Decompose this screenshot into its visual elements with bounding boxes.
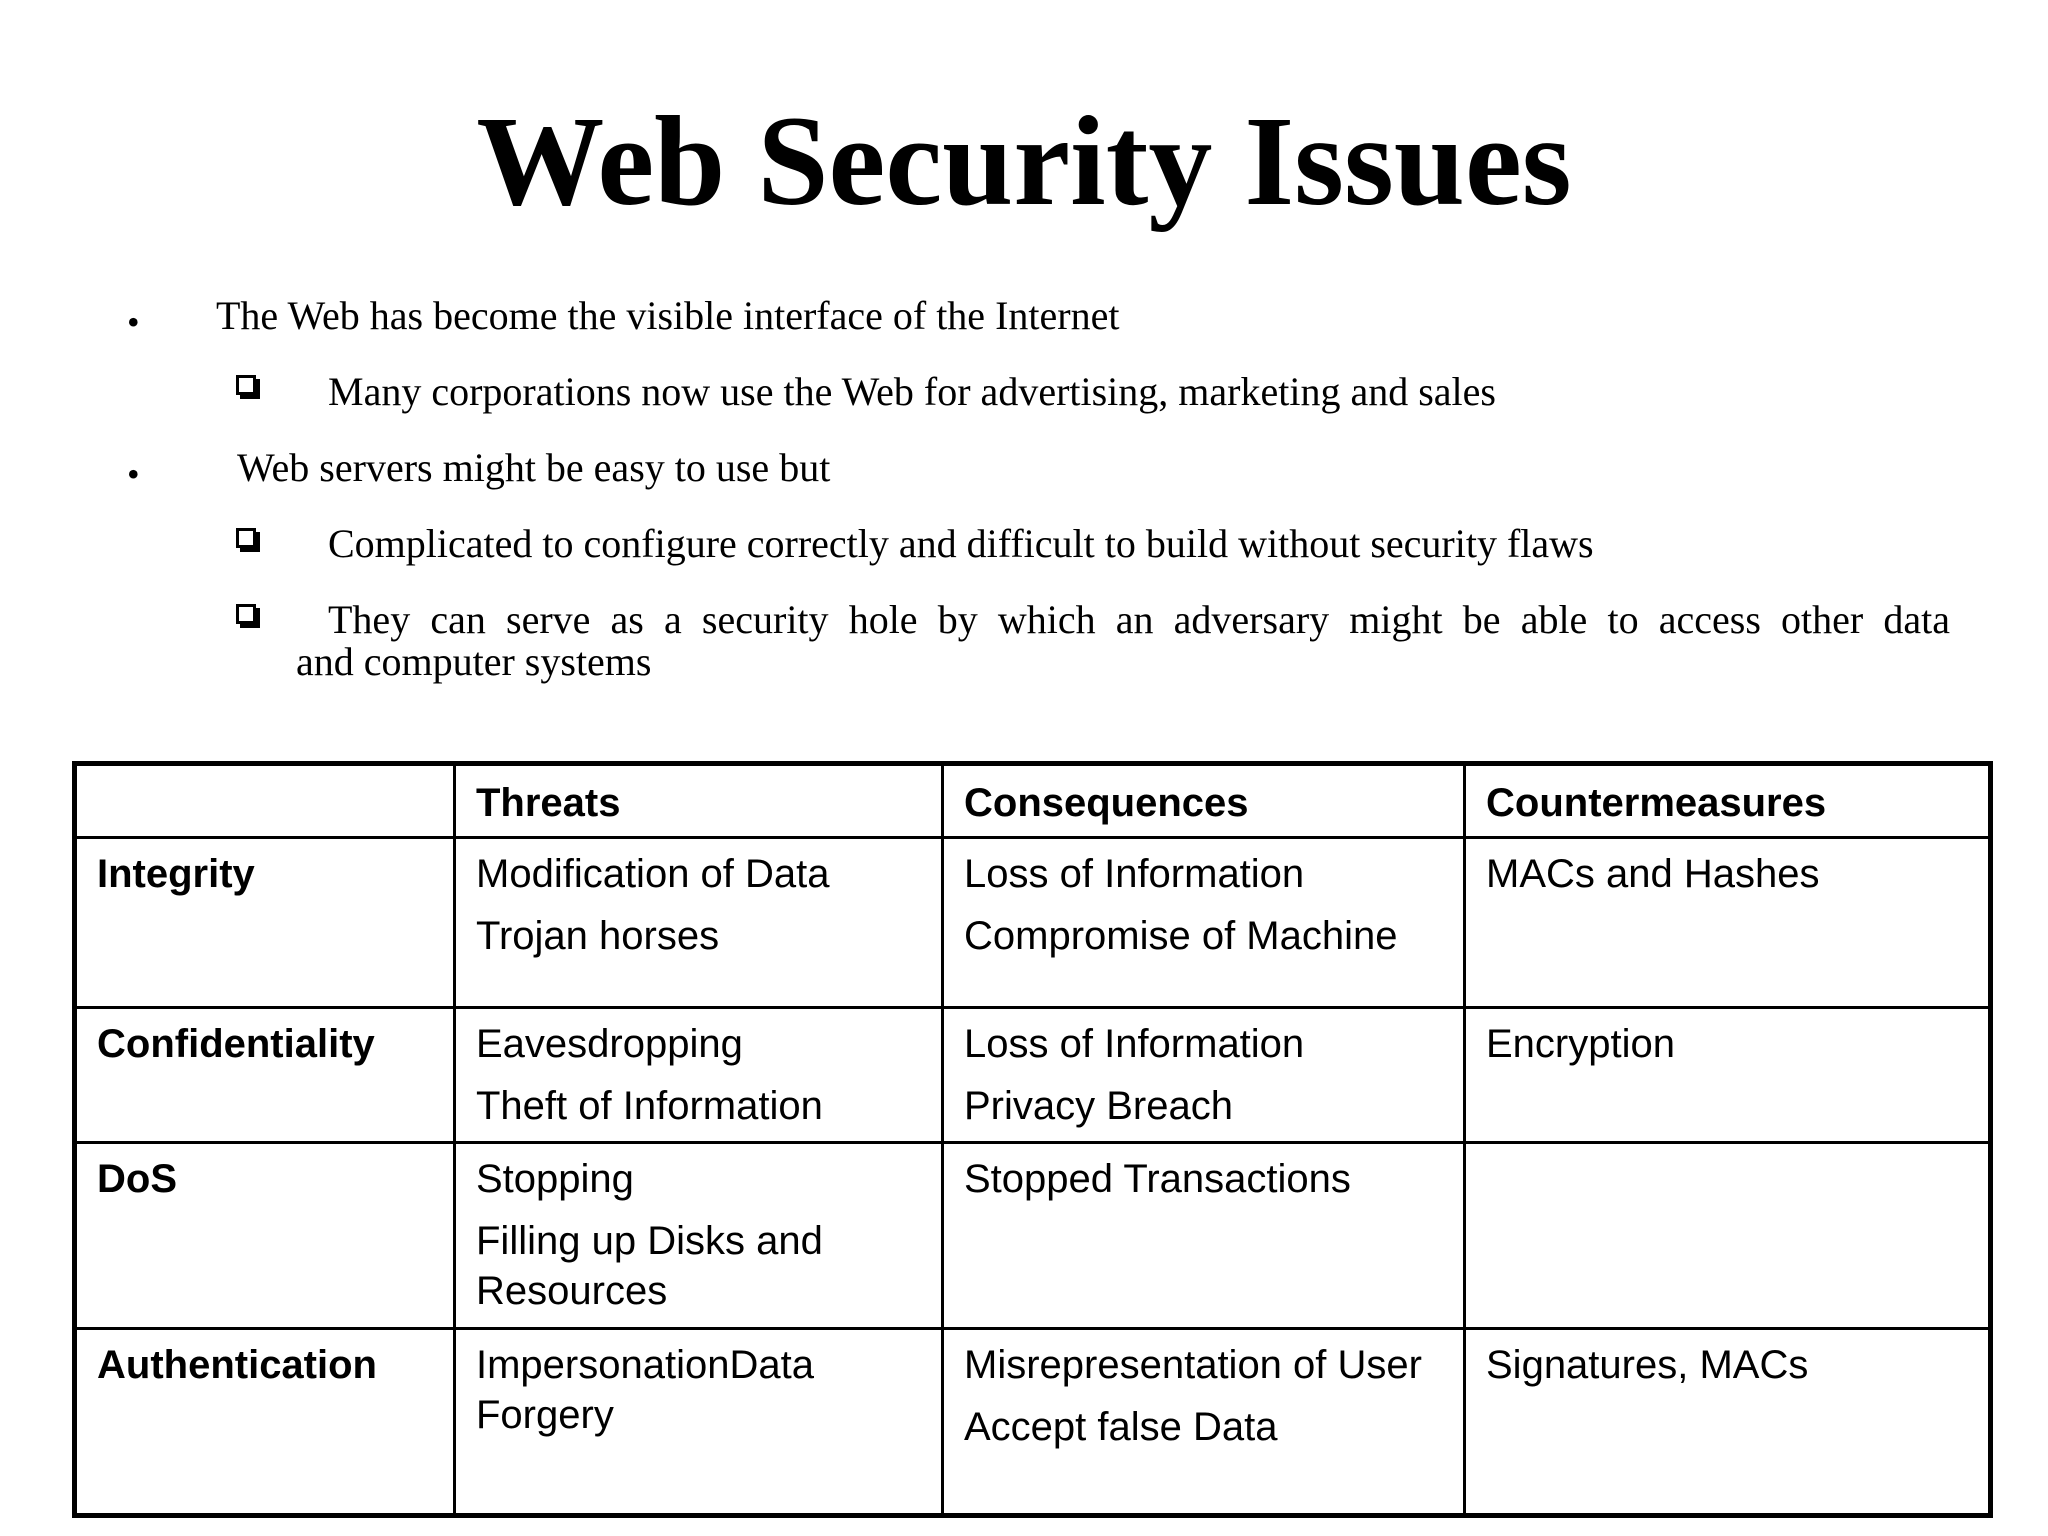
- cell-text: Stopped Transactions: [964, 1157, 1351, 1201]
- cell-text: Accept false Data: [964, 1405, 1278, 1449]
- threats-cell: [455, 1008, 943, 1143]
- cell-text: Loss of Information: [964, 1022, 1305, 1066]
- table-row: [75, 1143, 1991, 1329]
- checkbox-square-icon: [236, 528, 256, 548]
- cell-text: Filling up Disks and Resources: [476, 1219, 823, 1313]
- cell-text: Privacy Breach: [964, 1084, 1233, 1128]
- bullet-text: The Web has become the visible interface of the Internet: [216, 293, 1120, 338]
- table-row: [75, 838, 1991, 1008]
- cell-text: ImpersonationData Forgery: [476, 1343, 814, 1437]
- threats-cell: [455, 838, 943, 1008]
- cell-text: Stopping: [476, 1157, 634, 1201]
- countermeasures-cell: [1465, 1329, 1991, 1516]
- cell-text: MACs and Hashes: [1486, 852, 1820, 896]
- countermeasures-cell: [1465, 838, 1991, 1008]
- cell-text: Modification of Data: [476, 852, 830, 896]
- slide-title: Web Security Issues: [476, 90, 1572, 232]
- table-header-empty: [75, 764, 455, 838]
- threats-cell: [455, 1143, 943, 1329]
- table-header-consequences: Consequences: [943, 764, 1465, 838]
- bullet-dot-icon: •: [127, 302, 140, 342]
- table-row: [75, 1329, 1991, 1516]
- row-label: DoS: [75, 1143, 455, 1329]
- row-label: Authentication: [75, 1329, 455, 1516]
- consequences-cell: [943, 1143, 1465, 1329]
- sub-bullet-text: Complicated to configure correctly and difficult to build without security flaws: [328, 521, 1594, 566]
- consequences-cell: [943, 1329, 1465, 1516]
- bullet-text: Web servers might be easy to use but: [237, 445, 831, 490]
- cell-text: Signatures, MACs: [1486, 1343, 1809, 1387]
- cell-text: Eavesdropping: [476, 1022, 743, 1066]
- table-header-countermeasures: Countermeasures: [1465, 764, 1991, 838]
- row-label: Confidentiality: [75, 1008, 455, 1143]
- sub-bullet-text-continued: and computer systems: [296, 639, 652, 684]
- bullet-dot-icon: •: [127, 454, 140, 494]
- cell-text: Loss of Information: [964, 852, 1305, 896]
- countermeasures-cell-empty: [1465, 1143, 1991, 1329]
- consequences-cell: [943, 1008, 1465, 1143]
- cell-text: Trojan horses: [476, 914, 720, 958]
- security-matrix-table: [72, 761, 1993, 1518]
- cell-text: Misrepresentation of User: [964, 1343, 1422, 1387]
- sub-bullet-text: They can serve as a security hole by which an adversary might be able to access other data: [328, 597, 1950, 642]
- checkbox-square-icon: [236, 604, 256, 624]
- table-row: [75, 1008, 1991, 1143]
- checkbox-square-icon: [236, 375, 256, 395]
- cell-text: Encryption: [1486, 1022, 1675, 1066]
- threats-cell: [455, 1329, 943, 1516]
- countermeasures-cell: [1465, 1008, 1991, 1143]
- row-label: Integrity: [75, 838, 455, 1008]
- table-header-row: [75, 764, 1991, 838]
- cell-text: Compromise of Machine: [964, 914, 1398, 958]
- cell-text: Theft of Information: [476, 1084, 823, 1128]
- table-header-threats: Threats: [455, 764, 943, 838]
- consequences-cell: [943, 838, 1465, 1008]
- sub-bullet-text: Many corporations now use the Web for advertising, marketing and sales: [328, 369, 1496, 414]
